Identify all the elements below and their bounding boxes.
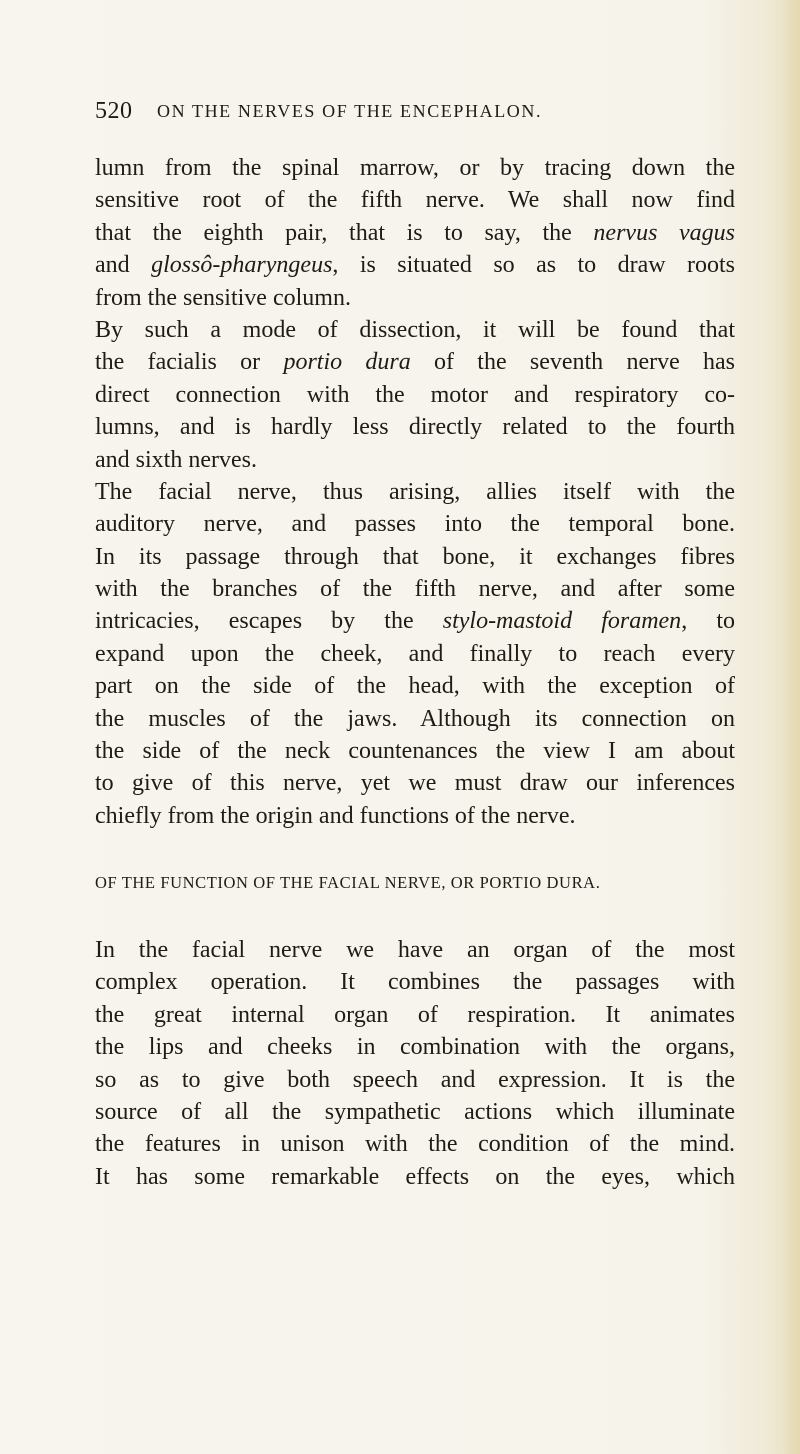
page-header (95, 98, 725, 128)
text-line: the great internal organ of respiration. It animates (95, 1001, 735, 1028)
page-number: 520 (95, 98, 133, 124)
text-line: source of all the sympathetic actions which illuminate (95, 1098, 735, 1125)
text-line: The facial nerve, thus arising, allies itself with the (95, 478, 735, 505)
text-line: chiefly from the origin and functions of the nerve. (95, 802, 576, 829)
text-line: It has some remarkable effects on the eyes, which (95, 1163, 735, 1190)
text-line: that the eighth pair, that is to say, the nervus vagus (95, 219, 735, 246)
italic-term: nervus vagus (593, 219, 735, 246)
text-line: with the branches of the fifth nerve, and after some (95, 576, 735, 603)
text-line: the side of the neck countenances the view I am about (95, 738, 735, 765)
text-line: the muscles of the jaws. Although its connection on (95, 705, 735, 732)
text-line: direct connection with the motor and respiratory co- (95, 381, 735, 408)
text-line: expand upon the cheek, and finally to reach every (95, 640, 735, 667)
text-line: lumns, and is hardly less directly related to the fourth (95, 414, 735, 441)
text-line: the facialis or portio dura of the seventh nerve has (95, 349, 736, 376)
section-heading: OF THE FUNCTION OF THE FACIAL NERVE, OR PORTIO DURA. (95, 873, 601, 892)
text-line: By such a mode of dissection, it will be found that (95, 316, 735, 343)
text-line: auditory nerve, and passes into the temporal bone. (95, 511, 735, 538)
text-line: and glossô-pharyngeus, is situated so as to draw roots (95, 252, 735, 279)
text-line: In the facial nerve we have an organ of the most (95, 937, 735, 963)
text-line: complex operation. It combines the passages with (95, 969, 735, 996)
text-line: part on the side of the head, with the exception of (95, 673, 735, 700)
italic-term: glossô-pharyngeus (151, 252, 333, 279)
text-line: the lips and cheeks in combination with the organs, (95, 1034, 735, 1061)
text-line: lumn from the spinal marrow, or by tracing down the (95, 155, 735, 181)
text-line: to give of this nerve, yet we must draw our inferences (95, 770, 735, 797)
text-line: so as to give both speech and expression. It is the (95, 1066, 735, 1093)
page-edge-shadow (782, 0, 800, 1454)
italic-term: stylo-mastoid foramen (442, 608, 682, 635)
main-text (95, 152, 735, 832)
text-line: and sixth nerves. (95, 446, 257, 473)
text-line: sensitive root of the fifth nerve. We shall now find (95, 187, 735, 214)
text-line: In its passage through that bone, it exchanges fibres (95, 543, 735, 570)
text-line: intricacies, escapes by the stylo-mastoid foramen, to (95, 608, 735, 635)
running-head: ON THE NERVES OF THE ENCEPHALON. (157, 101, 543, 121)
italic-term: portio dura (283, 349, 411, 376)
text-line: the features in unison with the condition of the mind. (95, 1131, 735, 1158)
text-line: from the sensitive column. (95, 284, 351, 311)
section-text (95, 934, 735, 1193)
